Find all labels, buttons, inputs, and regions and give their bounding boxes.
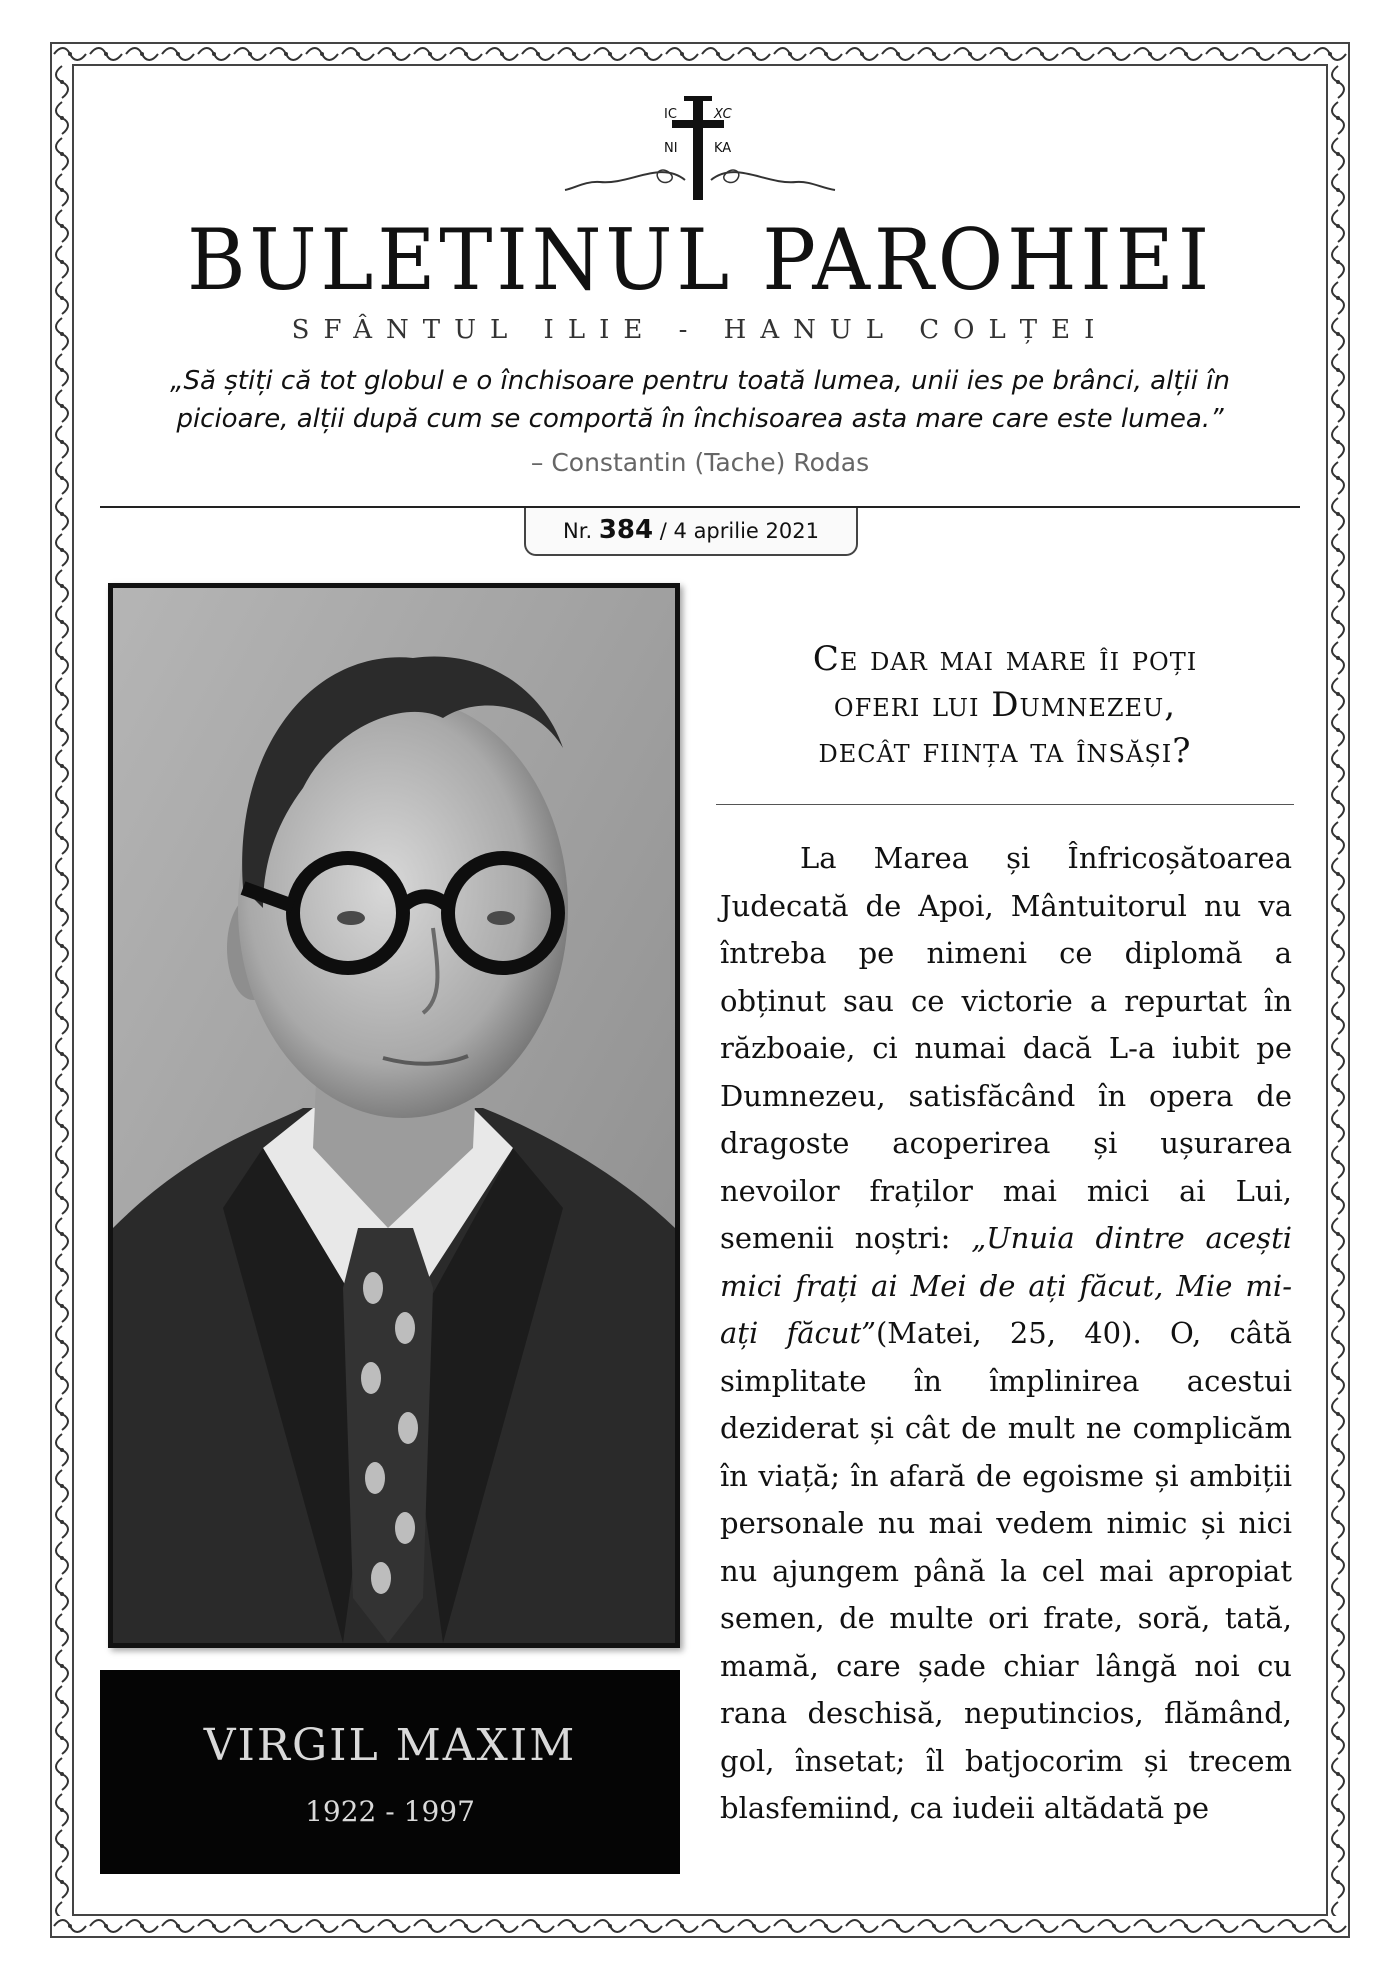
article-title (716, 636, 1294, 774)
issue-prefix: Nr. (563, 519, 593, 543)
article-body (720, 835, 1292, 1833)
epigraph-author: – Constantin (Tache) Rodas (530, 448, 870, 477)
article-body-quote: „Unuia dintre acești mici frați ai Mei de ați făcut, Mie mi-ați făcut” (720, 1221, 1292, 1350)
emblem-xc: XC (714, 107, 732, 122)
epigraph-line-2: picioare, alții după cum se comportă în închisoarea asta mare care este lumea.” (176, 404, 1224, 434)
ornamental-border-bottom (52, 1916, 1348, 1936)
issue-number: 384 (598, 515, 654, 545)
emblem-ka: KA (714, 141, 732, 156)
article-body-part-1: La Marea și Înfricoșătoarea Judecată de Apoi, Mântuitorul nu va întreba pe nimeni ce diplomă a obținut sau ce victorie a repurtat în războaie, ci numai dacă L-a iubit pe Dumnezeu, satisfăcând în opera de dragoste acoperirea și ușurarea nevoilor fraților mai mici ai Lui, semenii noștri: (720, 841, 1292, 1255)
emblem-ic: IC (664, 107, 677, 122)
ornamental-border-top (52, 44, 1348, 64)
issue-badge (524, 508, 858, 556)
epigraph-quote (100, 362, 1300, 438)
caption-years: 1922 - 1997 (305, 1795, 475, 1828)
ornamental-border-right (1328, 64, 1348, 1916)
article-divider (716, 804, 1294, 805)
ornamental-border-left (52, 64, 72, 1916)
article-title-line-3: decât ființa ta însăși? (818, 731, 1192, 771)
article-body-part-2: (Matei, 25, 40). O, câtă simplitate în împlinirea acestui deziderat și cât de mult ne complicăm în viață; în afară de egoisme și ambiții personale nu mai vedem nimic și nici nu ajungem până la cel mai apropiat semen, de multe ori frate, soră, tată, mamă, care șade chiar lângă noi cu rana deschisă, neputincios, flămând, gol, însetat; îl batjocorim și trecem blasfemiind, ca iudeii altădată pe (720, 1316, 1293, 1825)
emblem-ni: NI (664, 141, 678, 156)
portrait-photo (108, 583, 680, 1648)
portrait-illustration (113, 588, 675, 1643)
masthead-title: BULETINUL PAROHIEI (186, 211, 1214, 309)
article-title-line-1: Ce dar mai mare îi poți (812, 639, 1198, 679)
epigraph-line-1: „Să știți că tot globul e o închisoare pentru toată lumea, unii ies pe brânci, alții în (170, 366, 1230, 396)
caption-name: VIRGIL MAXIM (203, 1720, 577, 1771)
portrait-caption (100, 1670, 680, 1874)
masthead-subtitle: SFÂNTUL ILIE - HANUL COLȚEI (291, 315, 1109, 345)
cross-emblem-icon (560, 90, 840, 210)
issue-date: / 4 aprilie 2021 (659, 519, 819, 543)
article-title-line-2: oferi lui Dumnezeu, (833, 685, 1177, 725)
